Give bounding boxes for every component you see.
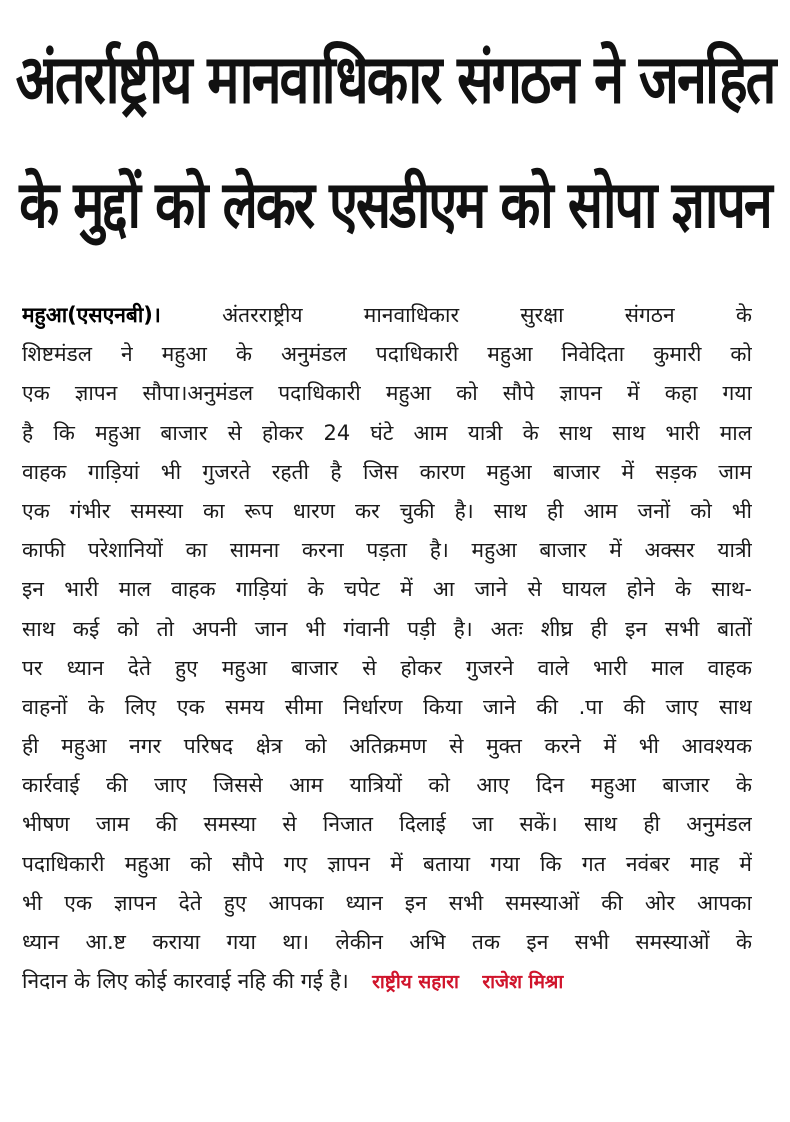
article-first-line	[22, 296, 752, 335]
headline-line-1: अंतर्राष्ट्रीय मानवाधिकार संगठन ने जनहित	[15, 40, 775, 119]
article-line: ध्यान आ.ष्ट कराया गया था। लेकीन अभि तक इन सभी समस्याओं के	[22, 930, 752, 954]
article-line: इन भारी माल वाहक गाड़ियां के चपेट में आ जाने से घायल होने के साथ-	[22, 577, 752, 602]
article-line: भीषण जाम की समस्या से निजात दिलाई जा सकें। साथ ही अनुमंडल	[22, 812, 752, 837]
publication-credit: राष्ट्रीय सहारा	[372, 971, 459, 994]
article-line: काफी परेशानियों का सामना करना पड़ता है। महुआ बाजार में अक्सर यात्री	[22, 538, 752, 563]
article-line: शिष्टमंडल ने महुआ के अनुमंडल पदाधिकारी महुआ निवेदिता कुमारी को	[22, 342, 752, 367]
article-line: वाहनों के लिए एक समय सीमा निर्धारण किया जाने की .पा की जाए साथ	[22, 694, 752, 719]
article-line: अंतरराष्ट्रीय मानवाधिकार सुरक्षा संगठन के	[222, 303, 752, 327]
article-line: एक गंभीर समस्या का रूप धारण कर चुकी है। साथ ही आम जनों को भी	[22, 498, 752, 523]
article-line: एक ज्ञापन सौपा।अनुमंडल पदाधिकारी महुआ को सौपे ज्ञापन में कहा गया	[22, 381, 752, 406]
article-line: कार्रवाई की जाए जिससे आम यात्रियों को आए दिन महुआ बाजार के	[22, 773, 752, 798]
article-line: ही महुआ नगर परिषद क्षेत्र को अतिक्रमण से मुक्त करने में भी आवश्यक	[22, 734, 752, 759]
headline-line-2: के मुद्दों को लेकर एसडीएम को सोपा ज्ञापन	[19, 168, 771, 243]
article-line: पर ध्यान देते हुए महुआ बाजार से होकर गुजरने वाले भारी माल वाहक	[22, 655, 752, 680]
article-last-line	[22, 962, 752, 1001]
article-line: पदाधिकारी महुआ को सौपे गए ज्ञापन में बताया गया कि गत नवंबर माह में	[22, 851, 752, 876]
article-line: साथ कई को तो अपनी जान भी गंवानी पड़ी है। अतः शीघ्र ही इन सभी बातों	[22, 616, 752, 641]
author-credit: राजेश मिश्रा	[482, 971, 564, 994]
article-dateline: महुआ(एसएनबी)।	[22, 303, 161, 327]
article-line: भी एक ज्ञापन देते हुए आपका ध्यान इन सभी समस्याओं की ओर आपका	[22, 890, 752, 915]
article-line: वाहक गाड़ियां भी गुजरते रहती है जिस कारण महुआ बाजार में सड़क जाम	[22, 459, 752, 484]
article-line: है कि महुआ बाजार से होकर 24 घंटे आम यात्री के साथ साथ भारी माल	[22, 420, 752, 445]
article-line: निदान के लिए कोई कारवाई नहि की गई है।	[22, 969, 349, 994]
article-body	[22, 296, 752, 1001]
